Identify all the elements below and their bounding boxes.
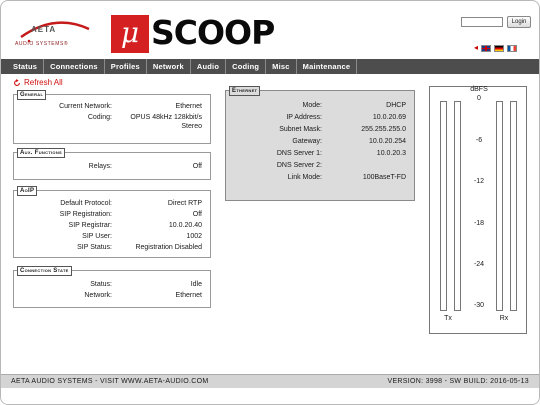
language-selector (474, 44, 517, 52)
aoip-title: AoIP (17, 186, 37, 196)
eth-ip-value: 10.0.20.69 (372, 114, 406, 121)
sip-status-label: SIP Status: (77, 244, 112, 251)
footer-version-text: VERSION: 3998 - SW BUILD: 2016-05-13 (387, 378, 529, 385)
eth-dns2-label: DNS Server 2: (276, 162, 322, 169)
eth-mode-label: Mode: (302, 102, 322, 109)
main-content (1, 74, 540, 374)
tab-status[interactable]: Status (1, 59, 44, 74)
aux-functions-title: Aux. Functions (17, 148, 65, 158)
rx-left-bar (496, 101, 503, 311)
ethernet-title: Ethernet (229, 86, 260, 96)
tab-network[interactable]: Network (147, 59, 191, 74)
relays-label: Relays: (88, 163, 112, 170)
tab-profiles[interactable]: Profiles (105, 59, 147, 74)
connection-state-panel (13, 270, 211, 308)
coding-label: Coding: (87, 114, 112, 121)
eth-dns1-value: 10.0.20.3 (376, 150, 406, 157)
general-panel (13, 94, 211, 144)
product-mu: μ (111, 15, 149, 53)
connection-status-label: Status: (90, 281, 112, 288)
relays-value: Off (192, 163, 202, 170)
connection-network-label: Network: (84, 292, 112, 299)
tx-left-bar (440, 101, 447, 311)
meter-tick-18: -18 (473, 220, 485, 227)
aoip-panel (13, 190, 211, 258)
tx-right-bar (454, 101, 461, 311)
login-password-input[interactable] (461, 17, 503, 27)
aeta-logo (15, 15, 95, 55)
meter-tick-6: -6 (475, 137, 483, 144)
refresh-all-link[interactable] (13, 78, 63, 87)
bottom-strip (1, 389, 540, 405)
meter-tick-12: -12 (473, 178, 485, 185)
current-network-label: Current Network: (59, 103, 112, 110)
audio-level-meter (429, 86, 527, 334)
brand-sub: AUDIO SYSTEMS® (15, 41, 69, 47)
meter-unit-label: dBFS (470, 86, 488, 93)
default-protocol-label: Default Protocol: (60, 200, 112, 207)
meter-tick-30: -30 (473, 302, 485, 309)
fr-flag-icon[interactable] (507, 45, 517, 52)
tab-maintenance[interactable]: Maintenance (297, 59, 358, 74)
eth-link-mode-label: Link Mode: (287, 174, 322, 181)
product-logo (111, 15, 301, 53)
refresh-all-label: Refresh All (24, 78, 63, 87)
eth-ip-label: IP Address: (286, 114, 322, 121)
tab-audio[interactable]: Audio (191, 59, 226, 74)
tab-coding[interactable]: Coding (226, 59, 266, 74)
uk-flag-icon[interactable] (481, 45, 491, 52)
meter-tick-24: -24 (473, 261, 485, 268)
rx-right-bar (510, 101, 517, 311)
current-network-value: Ethernet (175, 103, 202, 110)
connection-state-title: Connection State (17, 266, 72, 276)
connection-network-value: Ethernet (175, 292, 202, 299)
tab-misc[interactable]: Misc (266, 59, 296, 74)
eth-gateway-label: Gateway: (292, 138, 322, 145)
sip-user-label: SIP User: (82, 233, 112, 240)
arrow-left-icon: ◂ (474, 43, 479, 52)
rx-label: Rx (499, 315, 509, 322)
eth-gateway-value: 10.0.20.254 (369, 138, 406, 145)
general-title: General (17, 90, 46, 100)
sip-registrar-label: SIP Registrar: (68, 222, 112, 229)
sip-status-value: Registration Disabled (135, 244, 202, 251)
eth-subnet-value: 255.255.255.0 (361, 126, 406, 133)
tab-connections[interactable]: Connections (44, 59, 105, 74)
header (1, 1, 540, 59)
footer (1, 374, 540, 388)
ethernet-panel (225, 90, 415, 201)
eth-link-mode-value: 100BaseT-FD (362, 174, 406, 181)
eth-mode-value: DHCP (386, 102, 406, 109)
sip-user-value: 1002 (186, 233, 202, 240)
sip-registration-label: SIP Registration: (59, 211, 112, 218)
coding-value: OPUS 48kHz 128kbit/s (130, 114, 202, 121)
default-protocol-value: Direct RTP (167, 200, 202, 207)
footer-company-text: AETA AUDIO SYSTEMS - VISIT WWW.AETA-AUDIO.COM (11, 378, 209, 385)
refresh-icon (13, 79, 21, 87)
sip-registration-value: Off (192, 211, 202, 218)
product-name: SCOOP (151, 13, 275, 52)
connection-status-value: Idle (190, 281, 202, 288)
eth-dns1-label: DNS Server 1: (276, 150, 322, 157)
brand-name: AETA (31, 25, 57, 34)
de-flag-icon[interactable] (494, 45, 504, 52)
tx-label: Tx (444, 315, 452, 322)
sip-registrar-value: 10.0.20.40 (168, 222, 202, 229)
aux-functions-panel (13, 152, 211, 180)
meter-tick-0: 0 (477, 95, 481, 102)
login-button[interactable]: Login (507, 16, 531, 28)
eth-subnet-label: Subnet Mask: (279, 126, 322, 133)
main-nav (1, 59, 540, 74)
coding-channels-value: Stereo (181, 123, 202, 130)
